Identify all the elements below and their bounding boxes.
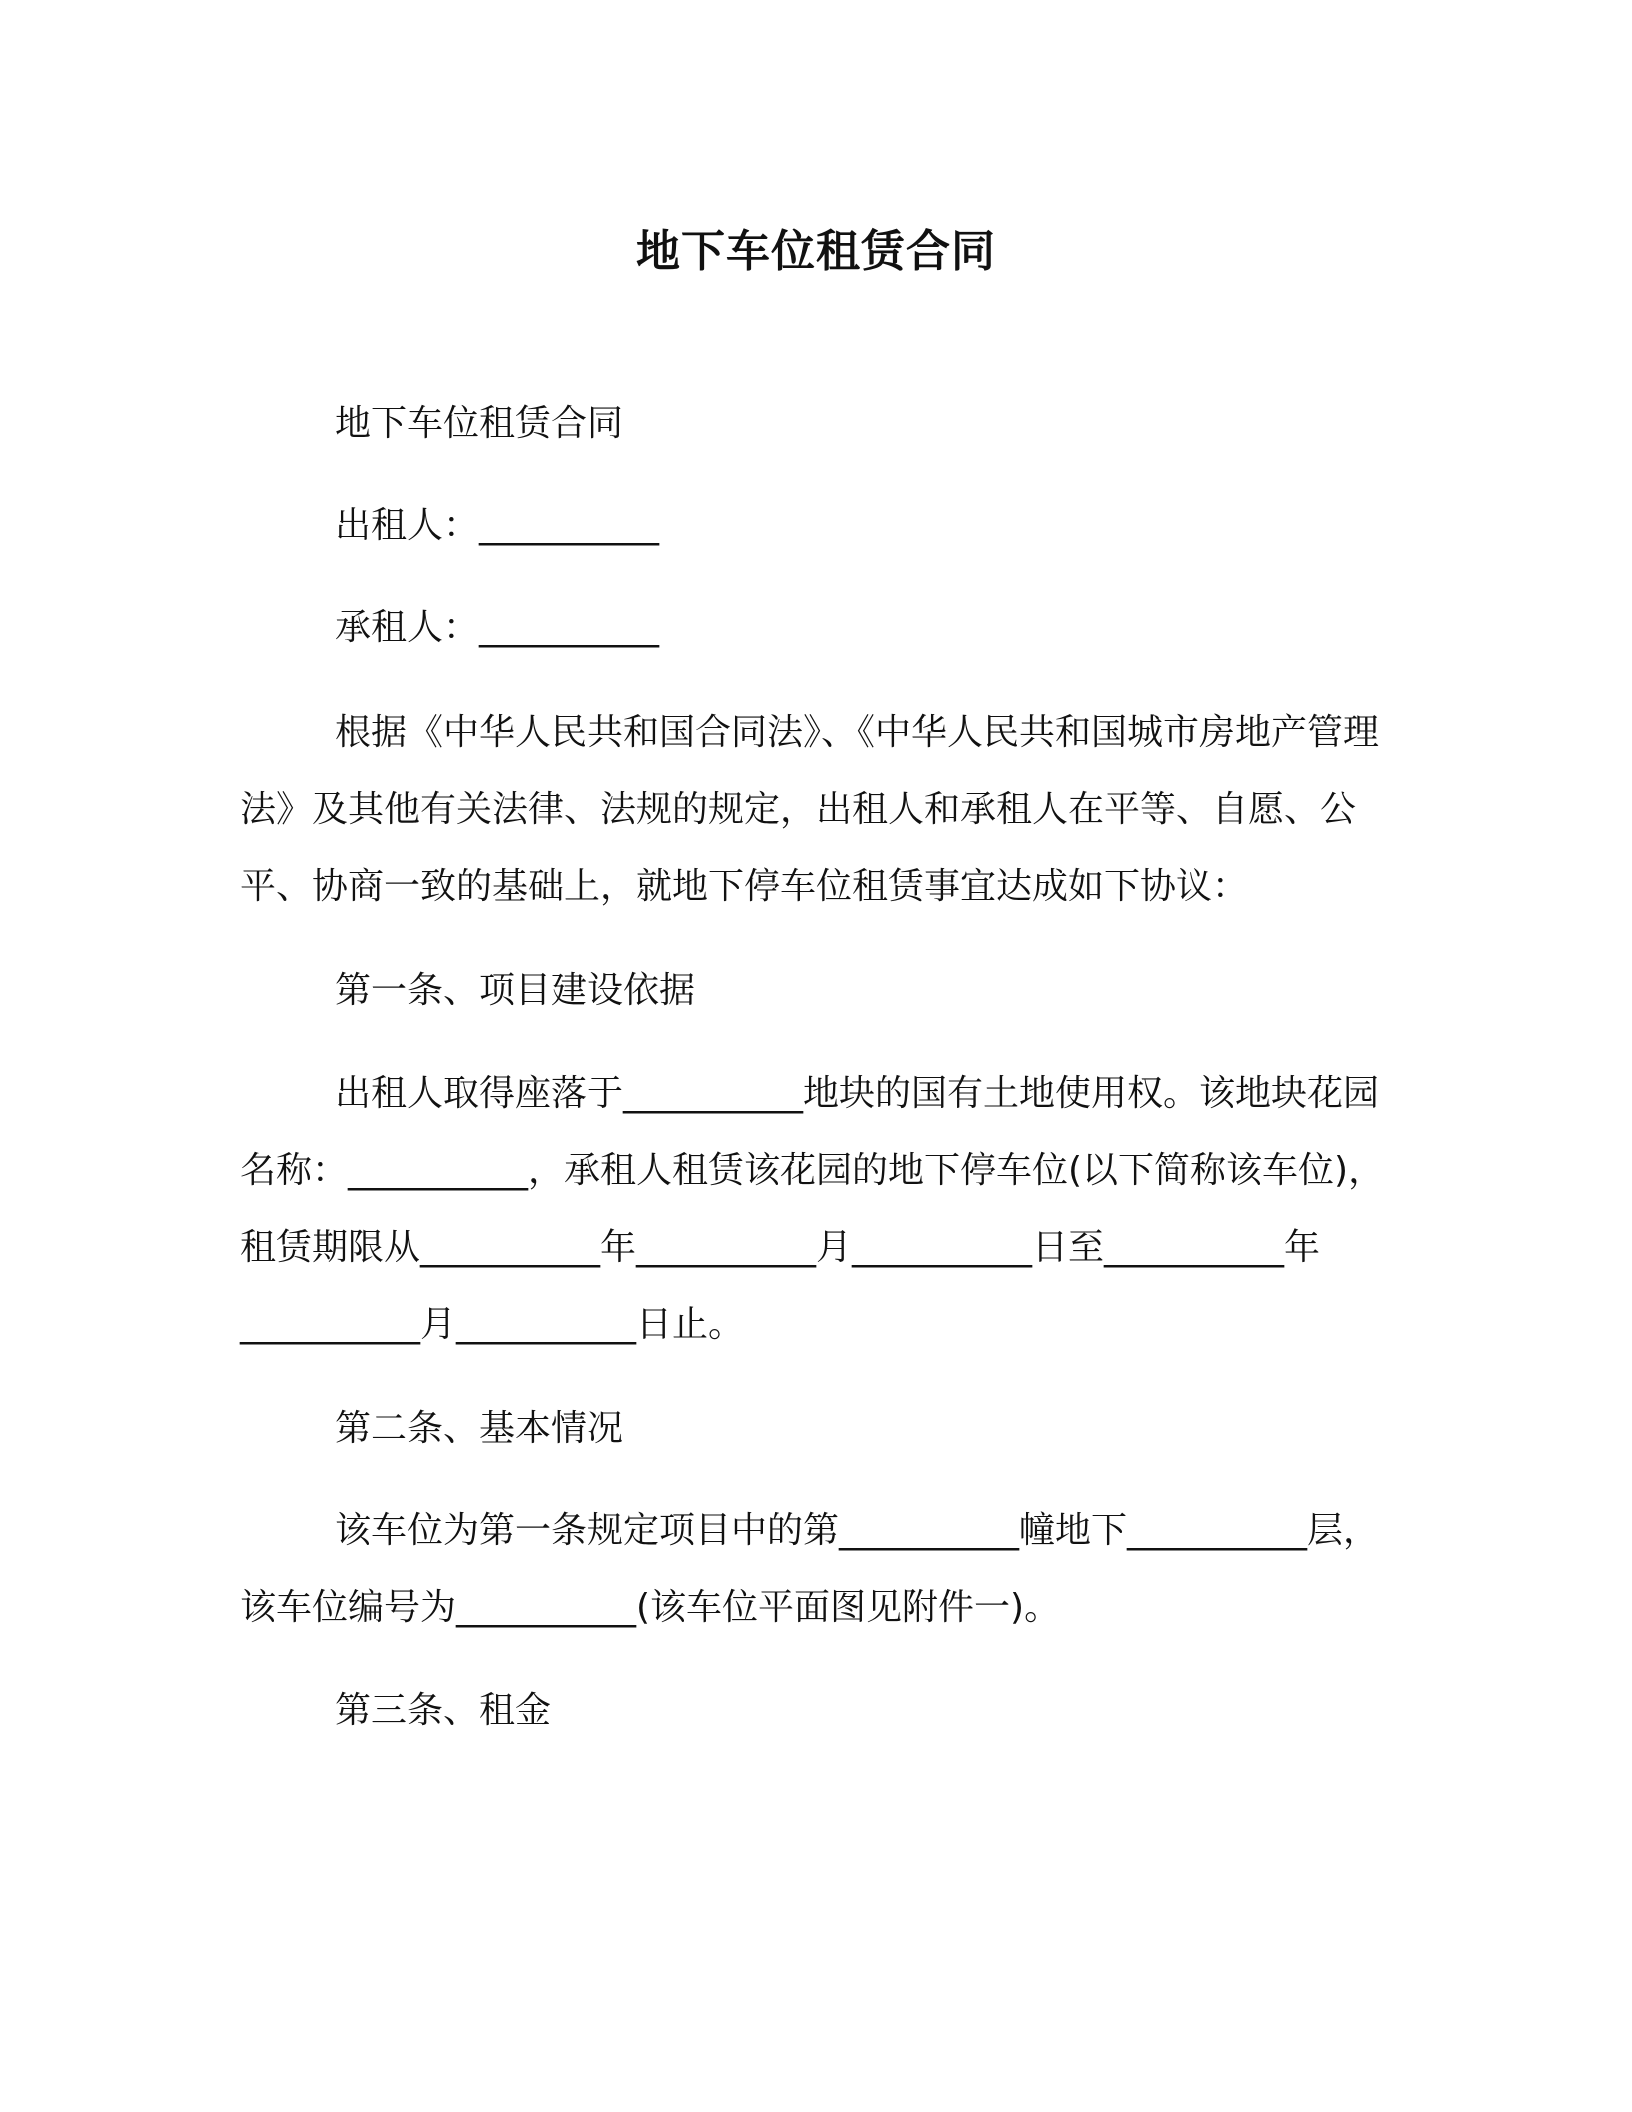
article-1-body: 出租人取得座落于__________地块的国有土地使用权。该地块花园名称：__________，承租人租赁该花园的地下停车位(以下简称该车位)，租赁期限从__________年__________月__________日至__________年__________月__________日止。 <box>240 1073 1385 1345</box>
contract-subtitle: 地下车位租赁合同 <box>335 403 624 444</box>
article-2-heading: 第二条、基本情况 <box>335 1408 624 1449</box>
lessor-line: 出租人：__________ <box>335 505 660 546</box>
document-title: 地下车位租赁合同 <box>636 226 996 277</box>
article-1-heading: 第一条、项目建设依据 <box>335 970 696 1011</box>
lessee-line: 承租人：__________ <box>335 607 660 648</box>
preamble-paragraph: 根据《中华人民共和国合同法》、《中华人民共和国城市房地产管理法》及其他有关法律、法规的规定，出租人和承租人在平等、自愿、公平、协商一致的基础上，就地下停车位租赁事宜达成如下协议： <box>240 712 1380 907</box>
article-3-heading: 第三条、租金 <box>335 1690 552 1731</box>
article-2-body: 该车位为第一条规定项目中的第__________幢地下__________层，该车位编号为__________(该车位平面图见附件一)。 <box>240 1510 1380 1628</box>
